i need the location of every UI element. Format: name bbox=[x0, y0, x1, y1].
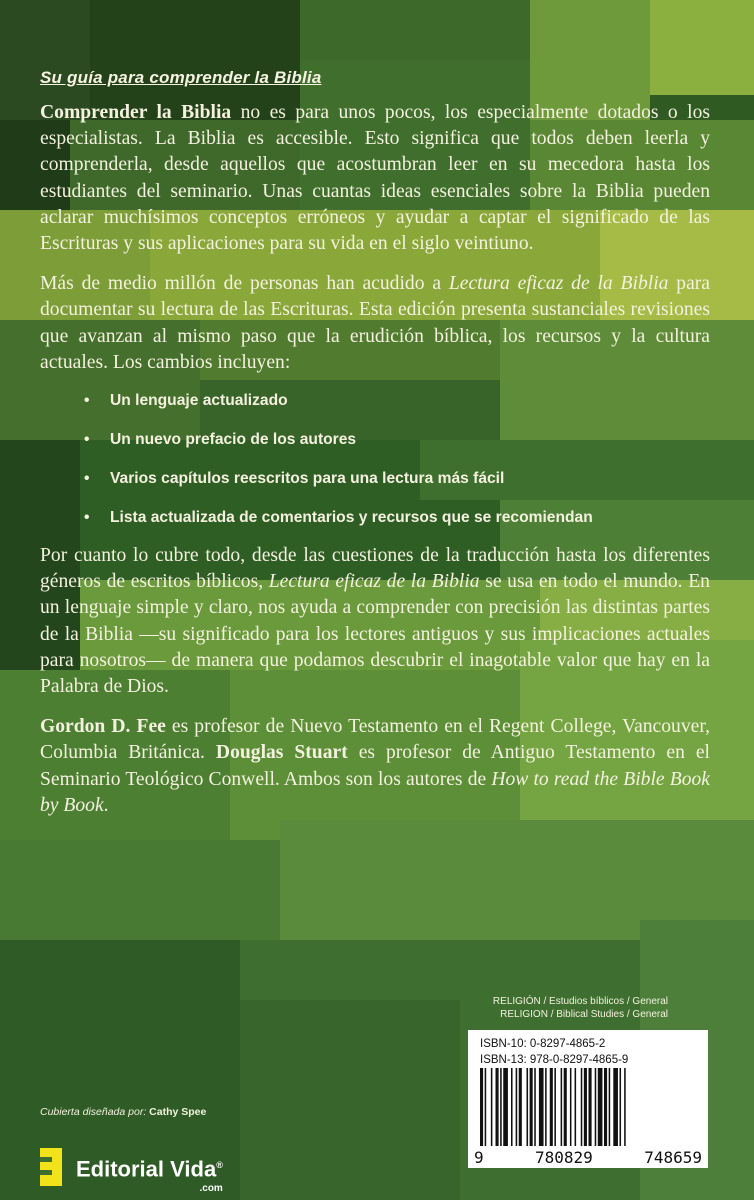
second-after: para documentar su lectura de las Escrituras. Esta edición presenta sustanciales revisiones que avanzan al mismo paso que la erudición bíblica, los recursos y la cultura actuales. Los cambios incluyen: bbox=[40, 273, 710, 373]
list-item bbox=[84, 390, 710, 412]
author-bio: es profesor de Antiguo Testamento en el Seminario Teológico Conwell. Ambos son los autores de bbox=[40, 742, 711, 790]
other-book-title: How to read the Bible Book by Book bbox=[40, 768, 711, 816]
book-title: Lectura eficaz de la Biblia bbox=[268, 571, 480, 593]
list-item bbox=[84, 507, 710, 529]
intro-paragraph bbox=[40, 100, 710, 257]
back-cover-text bbox=[40, 68, 710, 833]
barcode-digit-group: 748659 bbox=[644, 1148, 702, 1167]
book-title: Lectura eficaz de la Biblia bbox=[448, 273, 669, 295]
barcode-icon bbox=[468, 1068, 708, 1148]
designer-name: Cathy Spee bbox=[149, 1106, 207, 1118]
publisher-logo bbox=[40, 1148, 223, 1194]
list-item bbox=[84, 429, 710, 451]
publisher-domain: .com bbox=[199, 1182, 223, 1194]
period: . bbox=[103, 794, 109, 816]
tagline: Su guía para comprender la Biblia bbox=[40, 68, 322, 87]
registered-mark: ® bbox=[216, 1159, 223, 1170]
third-paragraph bbox=[40, 543, 710, 700]
third-after: se usa en todo el mundo. En un lenguaje simple y claro, nos ayuda a comprender con precisión las distintas partes de la Biblia —su significado para los lectores antiguos y sus implicaciones actuales para nosotros— de manera que podamos descubrir el inagotable valor que hay en la Palabra de Dios. bbox=[40, 571, 710, 698]
list-item-text: Un lenguaje actualizado bbox=[110, 392, 288, 410]
bullet-icon: • bbox=[84, 392, 90, 410]
barcode-digits bbox=[474, 1148, 702, 1167]
author-name: Gordon D. Fee bbox=[40, 716, 166, 738]
list-item-text: Un nuevo prefacio de los autores bbox=[110, 431, 357, 449]
intro-lead: Comprender la Biblia bbox=[40, 102, 232, 123]
list-item-text: Varios capítulos reescritos para una lectura más fácil bbox=[110, 470, 505, 488]
barcode-digit-group: 9 bbox=[474, 1148, 484, 1167]
category-spanish: RELIGIÓN / Estudios bíblicos / General bbox=[492, 996, 668, 1007]
list-item-text: Lista actualizada de comentarios y recursos que se recomiendan bbox=[110, 509, 593, 527]
isbn-10: ISBN-10: 0-8297-4865-2 bbox=[480, 1038, 606, 1050]
cover-credit bbox=[40, 1106, 206, 1118]
publisher-name: Editorial Vida bbox=[76, 1156, 217, 1182]
intro-text: no es para unos pocos, los especialmente dotados o los especialistas. La Biblia es accesible. Esto significa que todos deben leerla y comprenderla, desde aquellos que acostumbran leer en su mecedora hasta los estudiantes del seminario. Unas cuantas ideas esenciales sobre la Biblia pueden aclarar muchísimos conceptos erróneos y ayudar a captar el significado de las Escrituras y sus aplicaciones para su vida en el siglo veintiuno. bbox=[40, 102, 711, 255]
bisac-categories bbox=[493, 995, 668, 1021]
author-name: Douglas Stuart bbox=[215, 742, 348, 764]
list-item bbox=[84, 468, 710, 490]
barcode-digit-group: 780829 bbox=[535, 1148, 593, 1167]
author-bio: es profesor de Nuevo Testamento en el Regent College, Vancouver, Columbia Británica. bbox=[40, 716, 710, 764]
changes-list bbox=[40, 390, 710, 529]
second-paragraph bbox=[40, 271, 710, 376]
bullet-icon: • bbox=[84, 509, 90, 527]
credit-label: Cubierta diseñada por: bbox=[40, 1106, 147, 1118]
bullet-icon: • bbox=[84, 470, 90, 488]
isbn-barcode bbox=[468, 1030, 708, 1168]
bullet-icon: • bbox=[84, 431, 90, 449]
isbn-13: ISBN-13: 978-0-8297-4865-9 bbox=[480, 1054, 629, 1066]
second-before: Más de medio millón de personas han acudido a bbox=[40, 273, 449, 295]
third-before: Por cuanto lo cubre todo, desde las cuestiones de la traducción hasta los diferentes géneros de escritos bíblicos, bbox=[40, 545, 710, 593]
category-english: RELIGION / Biblical Studies / General bbox=[500, 1009, 668, 1020]
publisher-name-wrap bbox=[76, 1154, 223, 1194]
authors-paragraph bbox=[40, 714, 710, 819]
editorial-vida-logo-icon bbox=[40, 1148, 62, 1186]
